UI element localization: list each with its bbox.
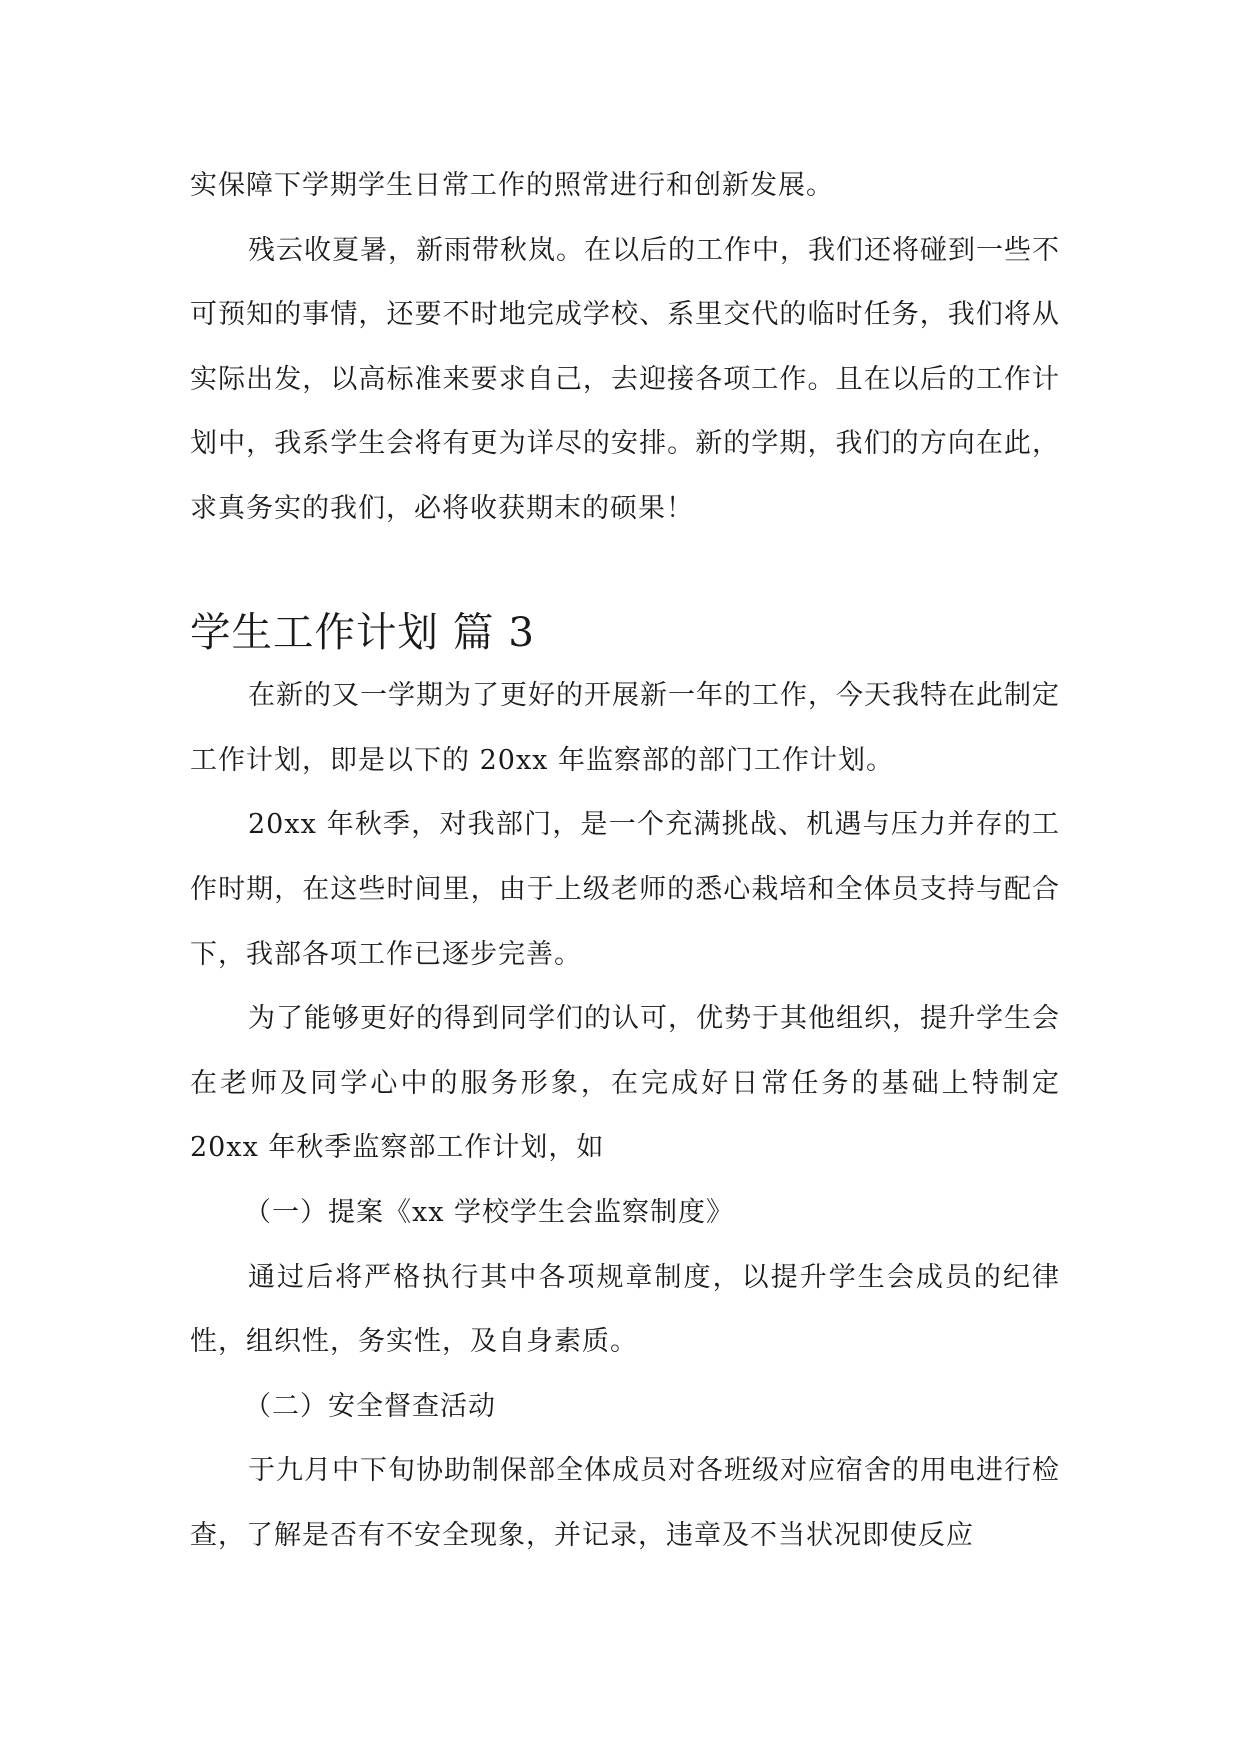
paragraph-season: 20xx 年秋季，对我部门，是一个充满挑战、机遇与压力并存的工作时期，在这些时间里，由于上级老师的悉心栽培和全体员支持与配合下，我部各项工作已逐步完善。 — [190, 809, 1060, 970]
section-heading: 学生工作计划 篇 3 — [190, 607, 536, 656]
item-1-title: （一）提案《xx 学校学生会监察制度》 — [244, 1196, 735, 1228]
paragraph-intro: 在新的又一学期为了更好的开展新一年的工作，今天我特在此制定工作计划，即是以下的 20xx 年监察部的部门工作计划。 — [190, 680, 1060, 776]
item-1-body: 通过后将严格执行其中各项规章制度，以提升学生会成员的纪律性，组织性，务实性，及自身素质。 — [190, 1261, 1060, 1358]
paragraph-purpose: 为了能够更好的得到同学们的认可，优势于其他组织，提升学生会在老师及同学心中的服务形象，在完成好日常任务的基础上特制定 20xx 年秋季监察部工作计划，如 — [190, 1003, 1060, 1164]
paragraph-closing: 残云收夏暑，新雨带秋岚。在以后的工作中，我们还将碰到一些不可预知的事情，还要不时地完成学校、系里交代的临时任务，我们将从实际出发，以高标准来要求自己，去迎接各项工作。且在以后的工作计划中，我系学生会将有更为详尽的安排。新的学期，我们的方向在此，求真务实的我们，必将收获期末的硕果！ — [190, 234, 1060, 524]
paragraph-continuation: 实保障下学期学生日常工作的照常进行和创新发展。 — [190, 170, 834, 201]
item-2-body: 于九月中下旬协助制保部全体成员对各班级对应宿舍的用电进行检查，了解是否有不安全现象，并记录，违章及不当状况即使反应 — [190, 1455, 1060, 1551]
document-body — [190, 154, 1060, 1568]
item-2-title: （二）安全督查活动 — [244, 1390, 496, 1422]
